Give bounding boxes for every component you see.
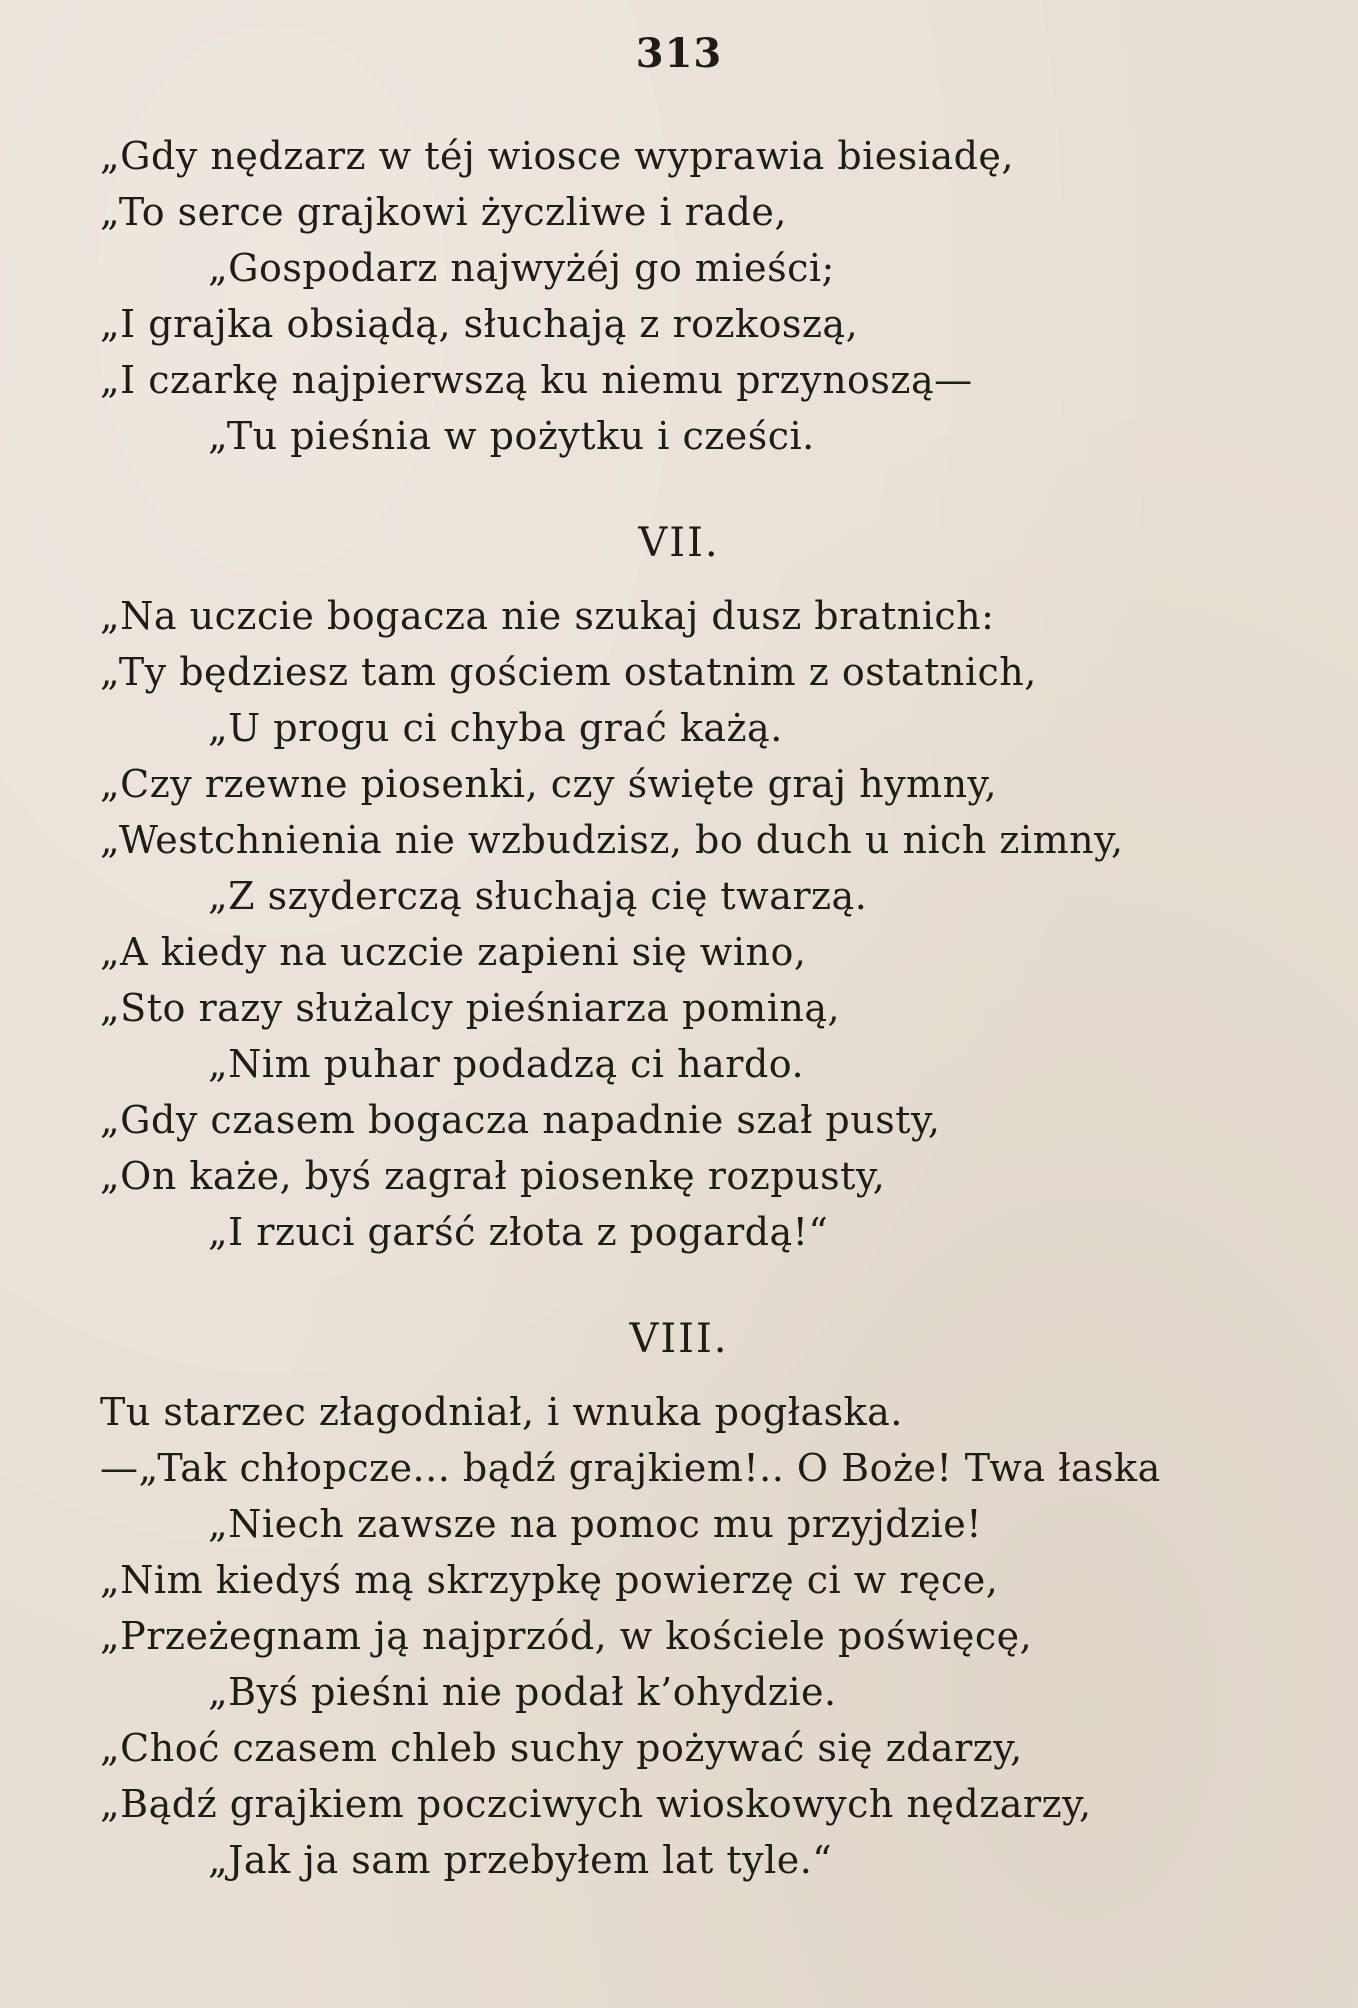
verse-line: „Gdy czasem bogacza napadnie szał pusty, <box>100 1098 941 1142</box>
verse-line: Tu starzec złagodniał, i wnuka pogłaska. <box>100 1390 903 1434</box>
verse-line: „Nim puhar podadzą ci hardo. <box>208 1042 805 1086</box>
verse-line: „Tu pieśnia w pożytku i cześci. <box>208 414 815 458</box>
verse-line: „Byś pieśni nie podał k’ohydzie. <box>208 1670 837 1714</box>
verse-line: „Ty będziesz tam gościem ostatnim z ostatnich, <box>100 650 1037 694</box>
verse-line: —„Tak chłopcze... bądź grajkiem!.. O Boże! Twa łaska <box>100 1446 1161 1490</box>
verse-line: „Czy rzewne piosenki, czy święte graj hymny, <box>100 762 998 806</box>
verse-line: „Bądź grajkiem poczciwych wioskowych nędzarzy, <box>100 1782 1092 1826</box>
verse-line: „Choć czasem chleb suchy pożywać się zdarzy, <box>100 1726 1023 1770</box>
section-heading-vii: VII. <box>638 520 720 566</box>
verse-line: „U progu ci chyba grać każą. <box>208 706 783 750</box>
verse-line: „Sto razy służalcy pieśniarza pominą, <box>100 986 841 1030</box>
verse-line: „I czarkę najpierwszą ku niemu przynoszą— <box>100 358 973 402</box>
verse-line: „On każe, byś zagrał piosenkę rozpusty, <box>100 1154 886 1198</box>
verse-line: „Nim kiedyś mą skrzypkę powierzę ci w ręce, <box>100 1558 999 1602</box>
poem-text <box>0 128 1358 1888</box>
verse-line: „Na uczcie bogacza nie szukaj dusz bratnich: <box>100 594 995 638</box>
verse-line: „I grajka obsiądą, słuchają z rozkoszą, <box>100 302 859 346</box>
section-heading-viii: VIII. <box>629 1316 729 1362</box>
verse-line: „Przeżegnam ją najprzód, w kościele poświęcę, <box>100 1614 1033 1658</box>
verse-line: „Gdy nędzarz w téj wiosce wyprawia biesiadę, <box>100 134 1014 178</box>
verse-line: „Jak ja sam przebyłem lat tyle.“ <box>208 1838 833 1882</box>
verse-line: „Gospodarz najwyżéj go mieści; <box>208 246 835 290</box>
verse-line: „A kiedy na uczcie zapieni się wino, <box>100 930 807 974</box>
verse-line: „Westchnienia nie wzbudzisz, bo duch u nich zimny, <box>100 818 1124 862</box>
page-number: 313 <box>635 30 723 77</box>
verse-line: „Niech zawsze na pomoc mu przyjdzie! <box>208 1502 982 1546</box>
verse-line: „To serce grajkowi życzliwe i rade, <box>100 190 787 234</box>
verse-line: „I rzuci garść złota z pogardą!“ <box>208 1210 829 1254</box>
verse-line: „Z szyderczą słuchają cię twarzą. <box>208 874 868 918</box>
